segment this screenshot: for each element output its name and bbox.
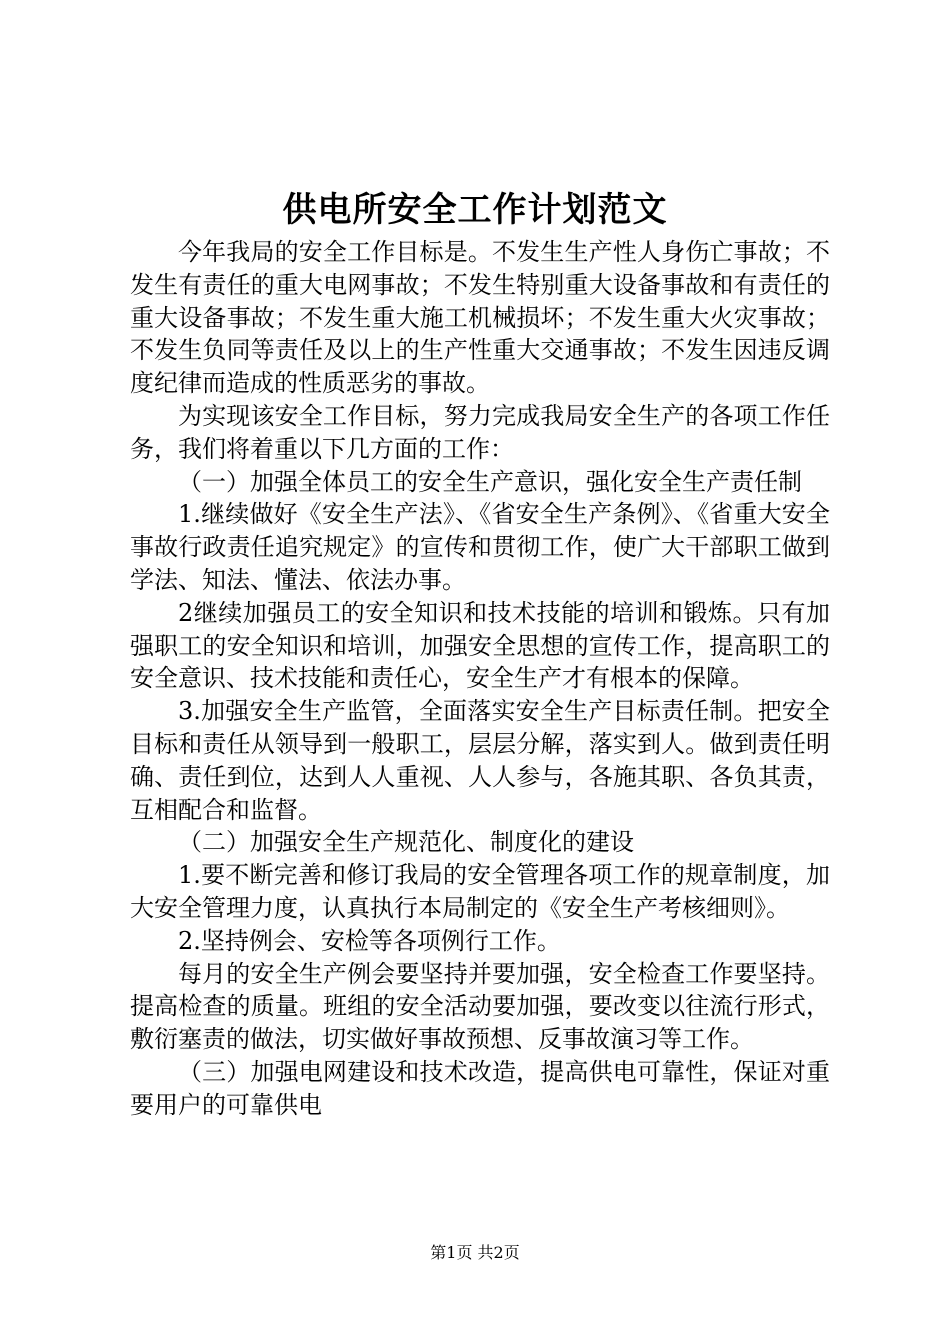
paragraph-monthly-meeting: 每月的安全生产例会要坚持并要加强，安全检查工作要坚持。提高检查的质量。班组的安全活动要加强，要改变以往流行形式，敷衍塞责的做法，切实做好事故预想、反事故演习等工作。 xyxy=(130,959,830,1054)
paragraph-intro-tasks: 为实现该安全工作目标，努力完成我局安全生产的各项工作任务，我们将着重以下几方面的工作： xyxy=(130,401,830,463)
paragraph-item-1-2: 2继续加强员工的安全知识和技术技能的培训和锻炼。只有加强职工的安全知识和培训，加强安全思想的宣传工作，提高职工的安全意识、技术技能和责任心，安全生产才有根本的保障。 xyxy=(130,598,830,693)
document-title: 供电所安全工作计划范文 xyxy=(282,190,668,230)
paragraph-safety-goals: 今年我局的安全工作目标是。不发生生产性人身伤亡事故；不发生有责任的重大电网事故；不发生特别重大设备事故和有责任的重大设备事故；不发生重大施工机械损坏；不发生重大火灾事故；不发生负同等责任及以上的生产性重大交通事故；不发生因违反调度纪律而造成的性质恶劣的事故。 xyxy=(130,238,830,398)
paragraph-item-2-2: 2.坚持例会、安检等各项例行工作。 xyxy=(178,926,561,955)
section-heading-1: （一）加强全体员工的安全生产意识，强化安全生产责任制 xyxy=(178,467,802,496)
paragraph-item-1-1: 1.继续做好《安全生产法》、《省安全生产条例》、《省重大安全事故行政责任追究规定》的宣传和贯彻工作，使广大干部职工做到学法、知法、懂法、依法办事。 xyxy=(130,500,830,594)
page-number-footer: 第1页 共2页 xyxy=(430,1243,520,1262)
document-body xyxy=(130,236,830,1122)
section-heading-2: （二）加强安全生产规范化、制度化的建设 xyxy=(178,828,634,857)
paragraph-item-2-1: 1.要不断完善和修订我局的安全管理各项工作的规章制度，加大安全管理力度，认真执行本局制定的《安全生产考核细则》。 xyxy=(130,861,830,922)
section-heading-3: （三）加强电网建设和技术改造，提高供电可靠性，保证对重要用户的可靠供电 xyxy=(130,1057,830,1119)
paragraph-item-1-3: 3.加强安全生产监管，全面落实安全生产目标责任制。把安全目标和责任从领导到一般职工，层层分解，落实到人。做到责任明确、责任到位，达到人人重视、人人参与，各施其职、各负其责，互相配合和监督。 xyxy=(130,697,830,824)
